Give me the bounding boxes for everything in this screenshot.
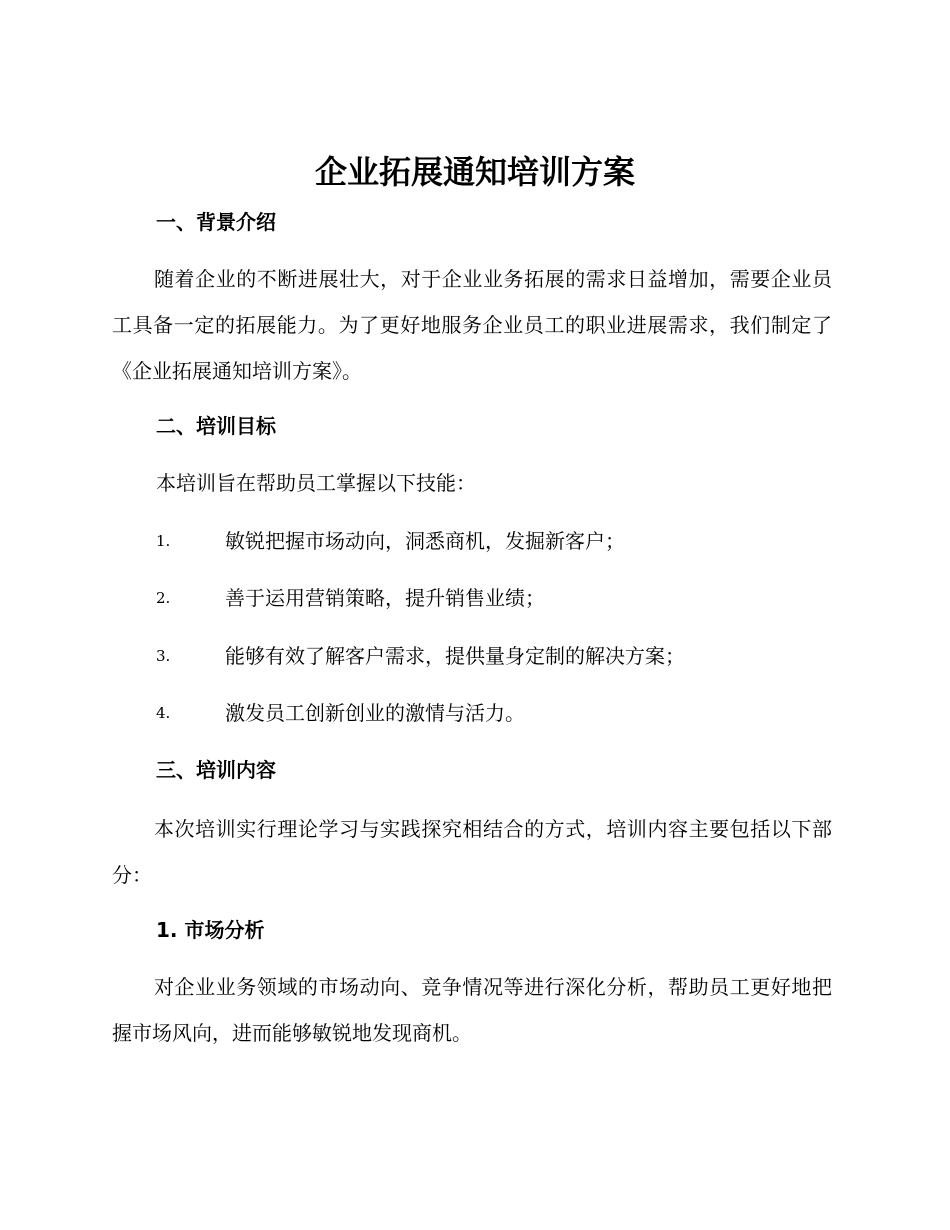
goals-intro: 本培训旨在帮助员工掌握以下技能： [156,471,476,495]
section-heading-goals: 二、培训目标 [156,414,276,438]
document-title: 企业拓展通知培训方案 [314,153,635,191]
list-item-number: 4. [156,704,171,722]
subsection-heading-market-analysis: 1. 市场分析 [156,918,265,942]
background-paragraph: 随着企业的不断进展壮大，对于企业业务拓展的需求日益增加，需要企业员工具备一定的拓展能力。为了更好地服务企业员工的职业进展需求，我们制定了《企业拓展通知培训方案》。 [112,267,832,383]
list-item-text: 能够有效了解客户需求，提供量身定制的解决方案； [225,644,685,668]
market-analysis-paragraph: 对企业业务领域的市场动向、竞争情况等进行深化分析，帮助员工更好地把握市场风向，进而能够敏锐地发现商机。 [112,975,832,1045]
list-item-number: 2. [156,589,171,607]
list-item-number: 3. [156,647,171,665]
content-paragraph: 本次培训实行理论学习与实践探究相结合的方式，培训内容主要包括以下部分： [112,817,832,887]
list-item-text: 敏锐把握市场动向，洞悉商机，发掘新客户； [225,529,625,553]
list-item [156,583,836,613]
list-item [156,526,836,556]
list-item-number: 1. [156,532,171,550]
list-item [156,698,836,728]
list-item-text: 善于运用营销策略，提升销售业绩； [225,586,545,610]
list-item [156,641,836,671]
section-heading-background: 一、背景介绍 [156,210,276,234]
list-item-text: 激发员工创新创业的激情与活力。 [225,701,525,725]
section-heading-content: 三、培训内容 [156,758,276,782]
